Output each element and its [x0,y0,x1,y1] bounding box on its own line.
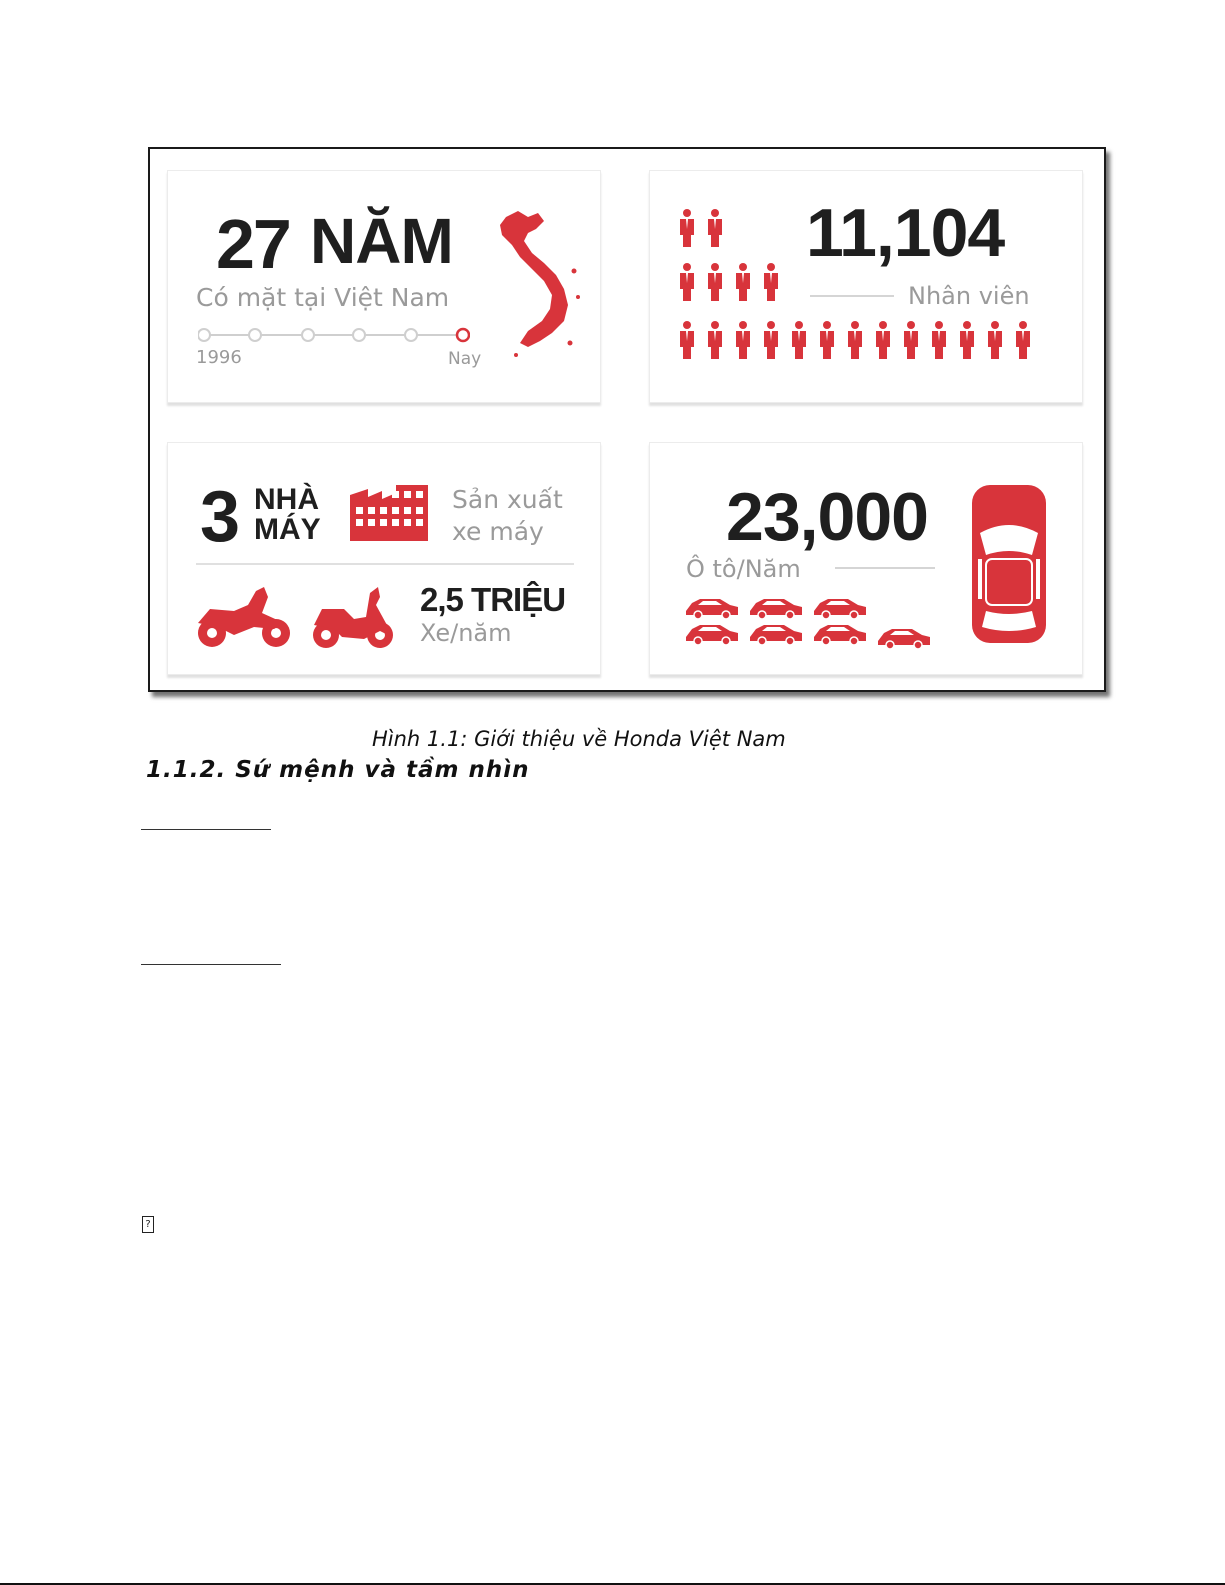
missing-glyph-icon: ? [142,1216,154,1233]
car-topview-icon [970,483,1048,645]
figure-caption: Hình 1.1: Giới thiệu về Honda Việt Nam [372,727,786,751]
employee-count: 11,104 [806,195,1005,271]
employee-label: Nhân viên [908,282,1030,310]
divider [835,567,935,569]
factory-unit-line1: NHÀ [254,483,319,516]
motorbike-icon [198,587,290,647]
section-heading: 1.1.2. Sứ mệnh và tầm nhìn [146,757,530,783]
underline-rule [141,964,281,965]
cars-icon [686,597,946,657]
motorbike-output: 2,5 TRIỆU [420,581,566,618]
timeline-icon [198,325,470,345]
cars-panel [649,442,1083,675]
scooter-icon [313,587,393,648]
timeline-start: 1996 [196,347,242,368]
motorbikes-icon [194,583,404,653]
years-number: 27 [216,205,290,283]
factory-description-line1: Sản xuất [452,485,563,514]
timeline-end: Nay [448,349,482,369]
factory-count: 3 [200,477,239,557]
presence-text: Có mặt tại Việt Nam [196,283,450,312]
factory-description-line2: xe máy [452,517,544,546]
factory-icon [350,485,428,541]
motorbike-output-unit: Xe/năm [420,619,512,647]
divider [810,295,894,297]
vietnam-map-icon [498,209,584,359]
car-output: 23,000 [726,479,928,555]
factories-panel [167,442,601,675]
infographic-figure [148,147,1106,692]
employees-panel [649,170,1083,403]
underline-rule [141,829,271,830]
car-output-label: Ô tô/Năm [686,555,801,583]
factory-unit-line2: MÁY [254,513,321,546]
years-unit: NĂM [310,205,453,277]
divider [196,563,574,565]
years-panel [167,170,601,403]
